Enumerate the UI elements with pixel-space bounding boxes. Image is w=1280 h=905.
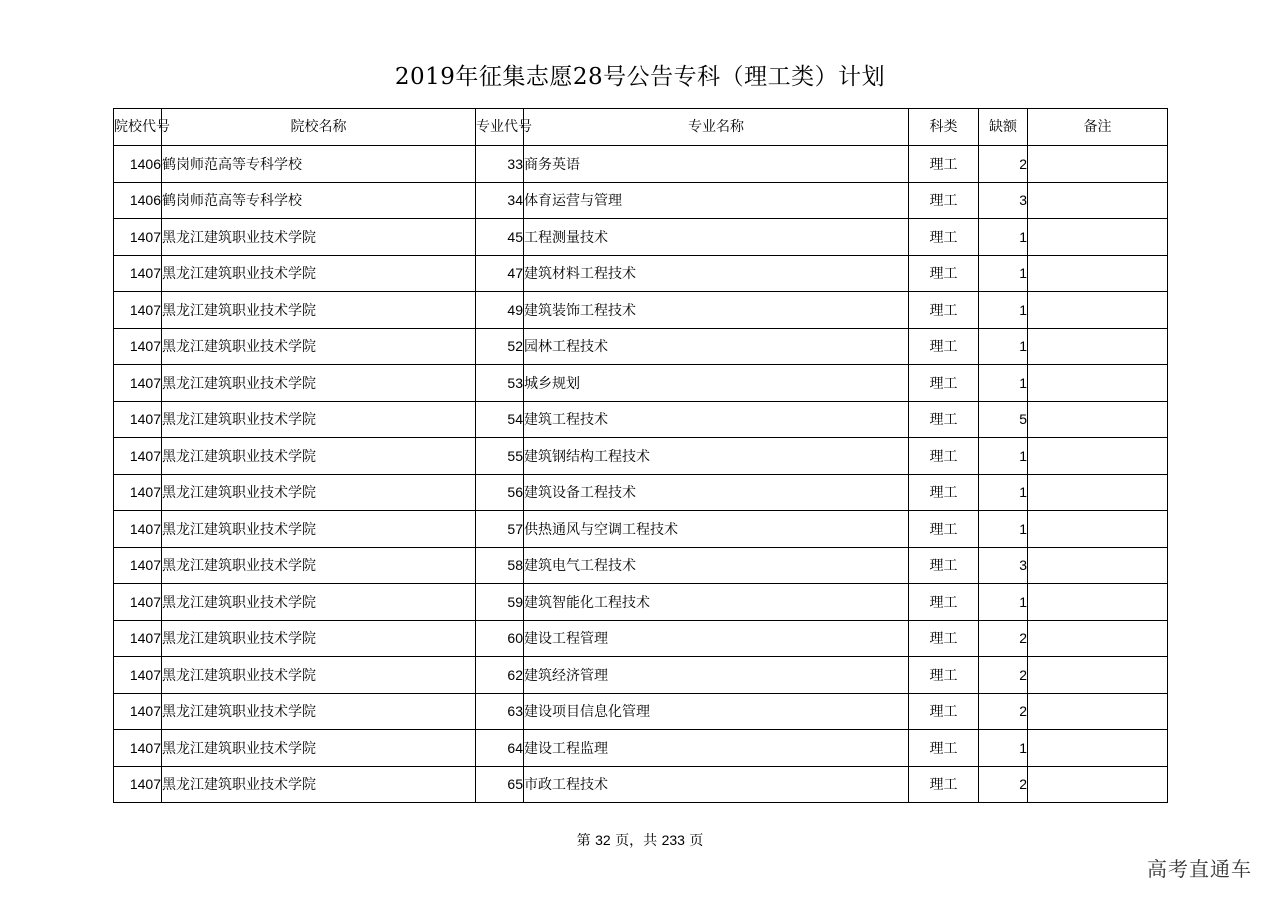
header-quota: 缺额 [979,109,1028,146]
table-row [114,438,1168,475]
cell-category: 理工 [909,766,979,803]
cell-school-code: 1407 [114,766,162,803]
cell-category: 理工 [909,438,979,475]
cell-school-name: 黑龙江建筑职业技术学院 [162,438,476,475]
cell-school-name: 黑龙江建筑职业技术学院 [162,620,476,657]
cell-category: 理工 [909,182,979,219]
cell-school-name: 黑龙江建筑职业技术学院 [162,219,476,256]
cell-quota: 2 [979,657,1028,694]
cell-note [1028,511,1168,548]
cell-quota: 2 [979,766,1028,803]
cell-note [1028,547,1168,584]
footer-suffix: 页 [689,833,704,849]
cell-school-name: 黑龙江建筑职业技术学院 [162,292,476,329]
cell-major-code: 59 [476,584,524,621]
cell-major-name: 建筑经济管理 [524,657,909,694]
cell-note [1028,620,1168,657]
cell-major-code: 63 [476,693,524,730]
cell-school-code: 1407 [114,328,162,365]
cell-major-name: 工程测量技术 [524,219,909,256]
cell-note [1028,657,1168,694]
cell-school-code: 1407 [114,292,162,329]
cell-school-code: 1406 [114,182,162,219]
cell-major-code: 65 [476,766,524,803]
cell-category: 理工 [909,693,979,730]
cell-quota: 1 [979,255,1028,292]
watermark: 高考直通车 [1147,857,1252,881]
cell-school-code: 1407 [114,438,162,475]
cell-school-name: 黑龙江建筑职业技术学院 [162,511,476,548]
cell-major-code: 64 [476,730,524,767]
cell-major-code: 54 [476,401,524,438]
header-school-name: 院校名称 [162,109,476,146]
cell-quota: 2 [979,620,1028,657]
cell-school-name: 黑龙江建筑职业技术学院 [162,255,476,292]
cell-quota: 1 [979,219,1028,256]
cell-major-code: 33 [476,146,524,183]
cell-category: 理工 [909,547,979,584]
cell-quota: 2 [979,693,1028,730]
cell-major-code: 53 [476,365,524,402]
footer-page-number: 32 [595,832,611,848]
cell-note [1028,219,1168,256]
table-row [114,766,1168,803]
cell-school-name: 鹤岗师范高等专科学校 [162,146,476,183]
cell-quota: 3 [979,182,1028,219]
cell-note [1028,255,1168,292]
cell-quota: 5 [979,401,1028,438]
cell-major-name: 建筑智能化工程技术 [524,584,909,621]
cell-category: 理工 [909,255,979,292]
cell-major-name: 体育运营与管理 [524,182,909,219]
cell-major-code: 47 [476,255,524,292]
cell-quota: 1 [979,365,1028,402]
cell-category: 理工 [909,219,979,256]
cell-school-name: 黑龙江建筑职业技术学院 [162,693,476,730]
header-note: 备注 [1028,109,1168,146]
cell-quota: 1 [979,438,1028,475]
cell-note [1028,328,1168,365]
table-row [114,182,1168,219]
cell-quota: 1 [979,730,1028,767]
cell-major-name: 建设工程监理 [524,730,909,767]
cell-note [1028,693,1168,730]
cell-note [1028,584,1168,621]
cell-note [1028,146,1168,183]
cell-note [1028,292,1168,329]
cell-major-name: 建筑电气工程技术 [524,547,909,584]
cell-note [1028,474,1168,511]
cell-category: 理工 [909,292,979,329]
cell-school-code: 1407 [114,584,162,621]
cell-category: 理工 [909,474,979,511]
cell-category: 理工 [909,730,979,767]
cell-school-code: 1407 [114,511,162,548]
cell-category: 理工 [909,146,979,183]
cell-school-name: 黑龙江建筑职业技术学院 [162,365,476,402]
cell-quota: 1 [979,328,1028,365]
cell-school-name: 鹤岗师范高等专科学校 [162,182,476,219]
table-row [114,146,1168,183]
cell-category: 理工 [909,511,979,548]
cell-note [1028,438,1168,475]
cell-note [1028,365,1168,402]
cell-quota: 1 [979,292,1028,329]
table-row [114,547,1168,584]
cell-school-name: 黑龙江建筑职业技术学院 [162,657,476,694]
table-row [114,693,1168,730]
cell-major-name: 建筑材料工程技术 [524,255,909,292]
table-row [114,328,1168,365]
cell-major-code: 62 [476,657,524,694]
cell-school-code: 1407 [114,219,162,256]
page-footer [0,830,1280,850]
cell-major-name: 建筑工程技术 [524,401,909,438]
footer-total-pages: 233 [661,832,685,848]
cell-category: 理工 [909,401,979,438]
cell-school-name: 黑龙江建筑职业技术学院 [162,547,476,584]
table-row [114,474,1168,511]
footer-middle: 页，共 [615,833,658,849]
cell-major-code: 56 [476,474,524,511]
cell-major-name: 供热通风与空调工程技术 [524,511,909,548]
cell-school-code: 1407 [114,365,162,402]
header-category: 科类 [909,109,979,146]
plan-table [113,108,1168,803]
table-row [114,584,1168,621]
cell-major-name: 市政工程技术 [524,766,909,803]
cell-major-name: 建筑装饰工程技术 [524,292,909,329]
cell-note [1028,182,1168,219]
cell-major-name: 园林工程技术 [524,328,909,365]
cell-school-code: 1407 [114,255,162,292]
header-major-code: 专业代号 [476,109,524,146]
cell-quota: 3 [979,547,1028,584]
cell-major-code: 55 [476,438,524,475]
cell-category: 理工 [909,657,979,694]
cell-school-code: 1407 [114,730,162,767]
table-row [114,365,1168,402]
cell-major-name: 建筑设备工程技术 [524,474,909,511]
cell-major-code: 45 [476,219,524,256]
cell-note [1028,730,1168,767]
page-title: 2019年征集志愿28号公告专科（理工类）计划 [394,64,886,90]
cell-category: 理工 [909,620,979,657]
cell-major-code: 60 [476,620,524,657]
table-row [114,730,1168,767]
cell-major-name: 建设项目信息化管理 [524,693,909,730]
cell-major-code: 58 [476,547,524,584]
table-row [114,292,1168,329]
cell-school-code: 1407 [114,474,162,511]
cell-school-code: 1406 [114,146,162,183]
cell-note [1028,766,1168,803]
cell-school-name: 黑龙江建筑职业技术学院 [162,474,476,511]
cell-major-name: 建设工程管理 [524,620,909,657]
cell-major-code: 34 [476,182,524,219]
header-major-name: 专业名称 [524,109,909,146]
cell-school-code: 1407 [114,620,162,657]
cell-school-code: 1407 [114,547,162,584]
cell-major-name: 建筑钢结构工程技术 [524,438,909,475]
cell-quota: 1 [979,474,1028,511]
cell-school-name: 黑龙江建筑职业技术学院 [162,328,476,365]
cell-category: 理工 [909,328,979,365]
cell-major-name: 城乡规划 [524,365,909,402]
cell-note [1028,401,1168,438]
cell-quota: 2 [979,146,1028,183]
cell-school-name: 黑龙江建筑职业技术学院 [162,401,476,438]
cell-category: 理工 [909,365,979,402]
header-school-code: 院校代号 [114,109,162,146]
cell-school-code: 1407 [114,657,162,694]
cell-major-code: 52 [476,328,524,365]
cell-school-name: 黑龙江建筑职业技术学院 [162,730,476,767]
footer-prefix: 第 [576,833,591,849]
table-row [114,657,1168,694]
cell-major-code: 57 [476,511,524,548]
table-row [114,511,1168,548]
table-row [114,401,1168,438]
cell-major-code: 49 [476,292,524,329]
cell-quota: 1 [979,511,1028,548]
cell-major-name: 商务英语 [524,146,909,183]
table-row [114,255,1168,292]
cell-school-name: 黑龙江建筑职业技术学院 [162,584,476,621]
table-header-row [114,109,1168,146]
cell-category: 理工 [909,584,979,621]
table-body [114,146,1168,803]
table-row [114,219,1168,256]
cell-quota: 1 [979,584,1028,621]
cell-school-name: 黑龙江建筑职业技术学院 [162,766,476,803]
cell-school-code: 1407 [114,401,162,438]
table-row [114,620,1168,657]
cell-school-code: 1407 [114,693,162,730]
